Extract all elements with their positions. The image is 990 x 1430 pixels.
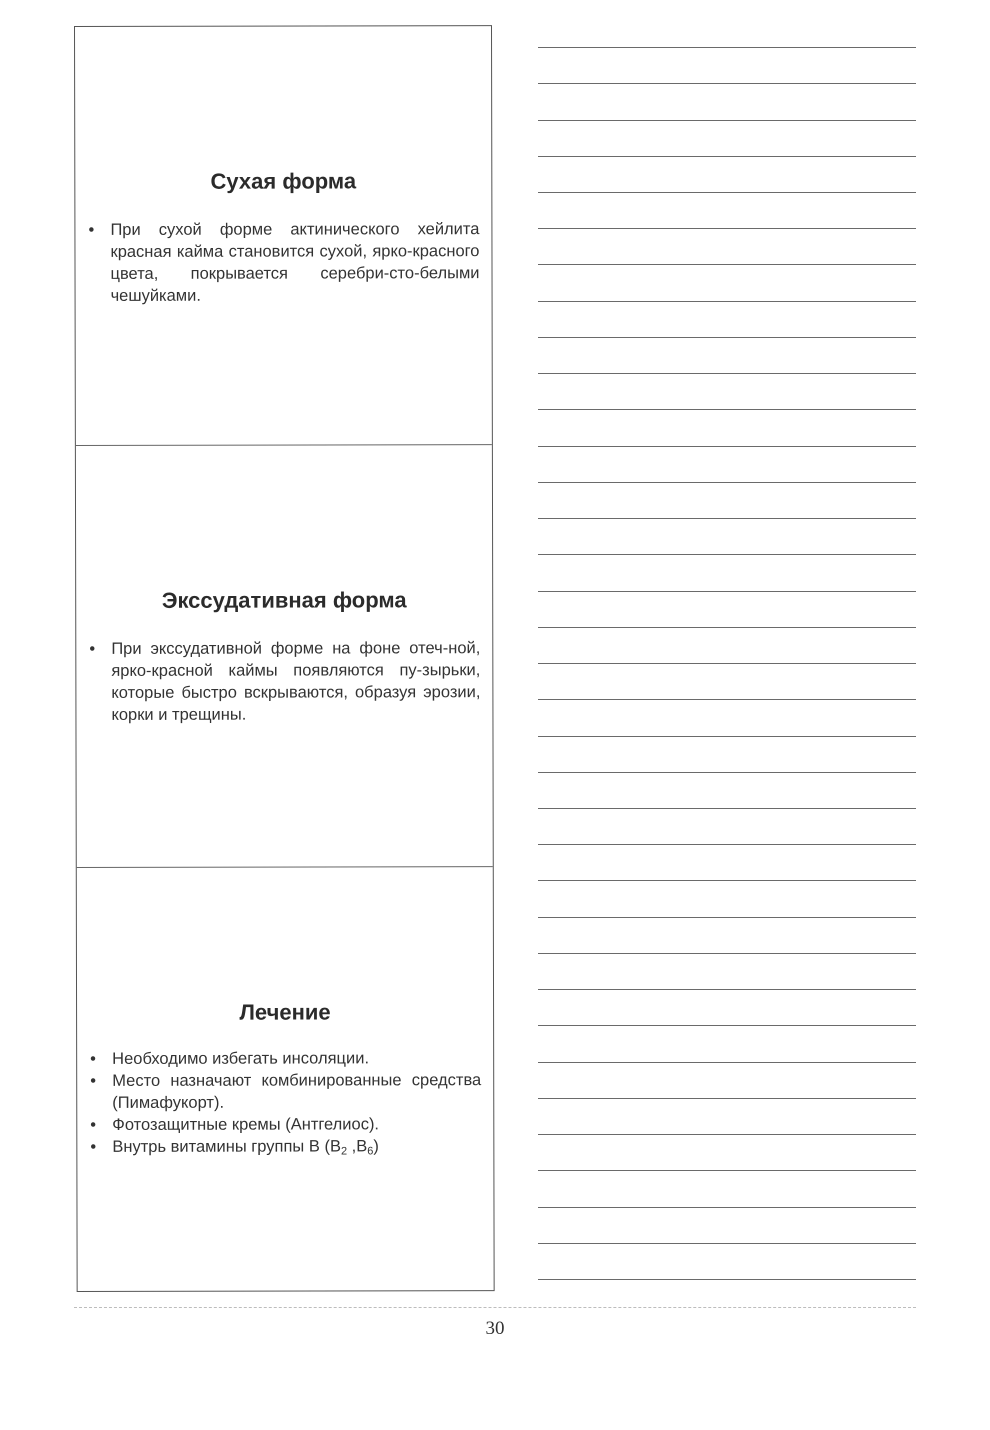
note-line (538, 989, 916, 990)
bullet-item-vitamins (87, 1135, 481, 1163)
note-line (538, 264, 916, 265)
note-line (538, 120, 916, 121)
bullet-item: • При сухой форме актинического хейлита красная кайма становится сухой, ярко-красного цвета, покрывается серебри-сто-белыми чешуйками. (85, 218, 479, 307)
bullet-item: • Необходимо избегать инсоляции. (87, 1047, 481, 1070)
note-line (538, 953, 916, 954)
section-dry-form (75, 26, 492, 445)
note-line (538, 47, 916, 48)
note-line (538, 772, 916, 773)
bullet-list (86, 637, 480, 726)
note-line (538, 808, 916, 809)
bullet-list (87, 1047, 481, 1163)
note-line (538, 301, 916, 302)
note-line (538, 83, 916, 84)
notes-lines (538, 0, 916, 1300)
note-line (538, 373, 916, 374)
note-line (538, 663, 916, 664)
note-line (538, 1207, 916, 1208)
bullet-item: • Фотозащитные кремы (Антгелиос). (87, 1113, 481, 1136)
note-line (538, 156, 916, 157)
vitamin-subscript: 6 (367, 1145, 374, 1158)
note-line (538, 1243, 916, 1244)
bullet-item: • При экссудативной форме на фоне отеч-ной, ярко-красной каймы появляются пу-зырьки, которые быстро вскрываются, образуя эрозии, корки и трещины. (86, 637, 480, 726)
vitamin-text: ,В (347, 1137, 368, 1156)
vitamin-text: Внутрь витамины группы В (В (112, 1137, 341, 1156)
section-heading: Экссудативная форма (161, 587, 407, 613)
note-line (538, 482, 916, 483)
section-exudative-form (76, 444, 493, 867)
note-line (538, 1279, 916, 1280)
note-line (538, 1134, 916, 1135)
vitamin-text: ) (373, 1137, 379, 1156)
section-heading: Сухая форма (210, 168, 357, 194)
note-line (538, 192, 916, 193)
vitamin-subscript: 2 (340, 1145, 348, 1158)
section-heading: Лечение (239, 999, 331, 1025)
note-line (538, 736, 916, 737)
note-line (538, 1098, 916, 1099)
content-panel (74, 25, 495, 1292)
footer-divider (74, 1307, 916, 1308)
note-line (538, 591, 916, 592)
page-number: 30 (485, 1318, 505, 1339)
note-line (538, 1025, 916, 1026)
note-line (538, 518, 916, 519)
note-line (538, 917, 916, 918)
note-line (538, 1170, 916, 1171)
note-line (538, 228, 916, 229)
note-line (538, 1062, 916, 1063)
note-line (538, 337, 916, 338)
section-treatment (77, 866, 494, 1293)
note-line (538, 554, 916, 555)
note-line (538, 699, 916, 700)
note-line (538, 880, 916, 881)
bullet-list (85, 218, 479, 307)
note-line (538, 409, 916, 410)
note-line (538, 627, 916, 628)
note-line (538, 844, 916, 845)
note-line (538, 446, 916, 447)
bullet-item: • Место назначают комбинированные средства (Пимафукорт). (87, 1069, 481, 1114)
